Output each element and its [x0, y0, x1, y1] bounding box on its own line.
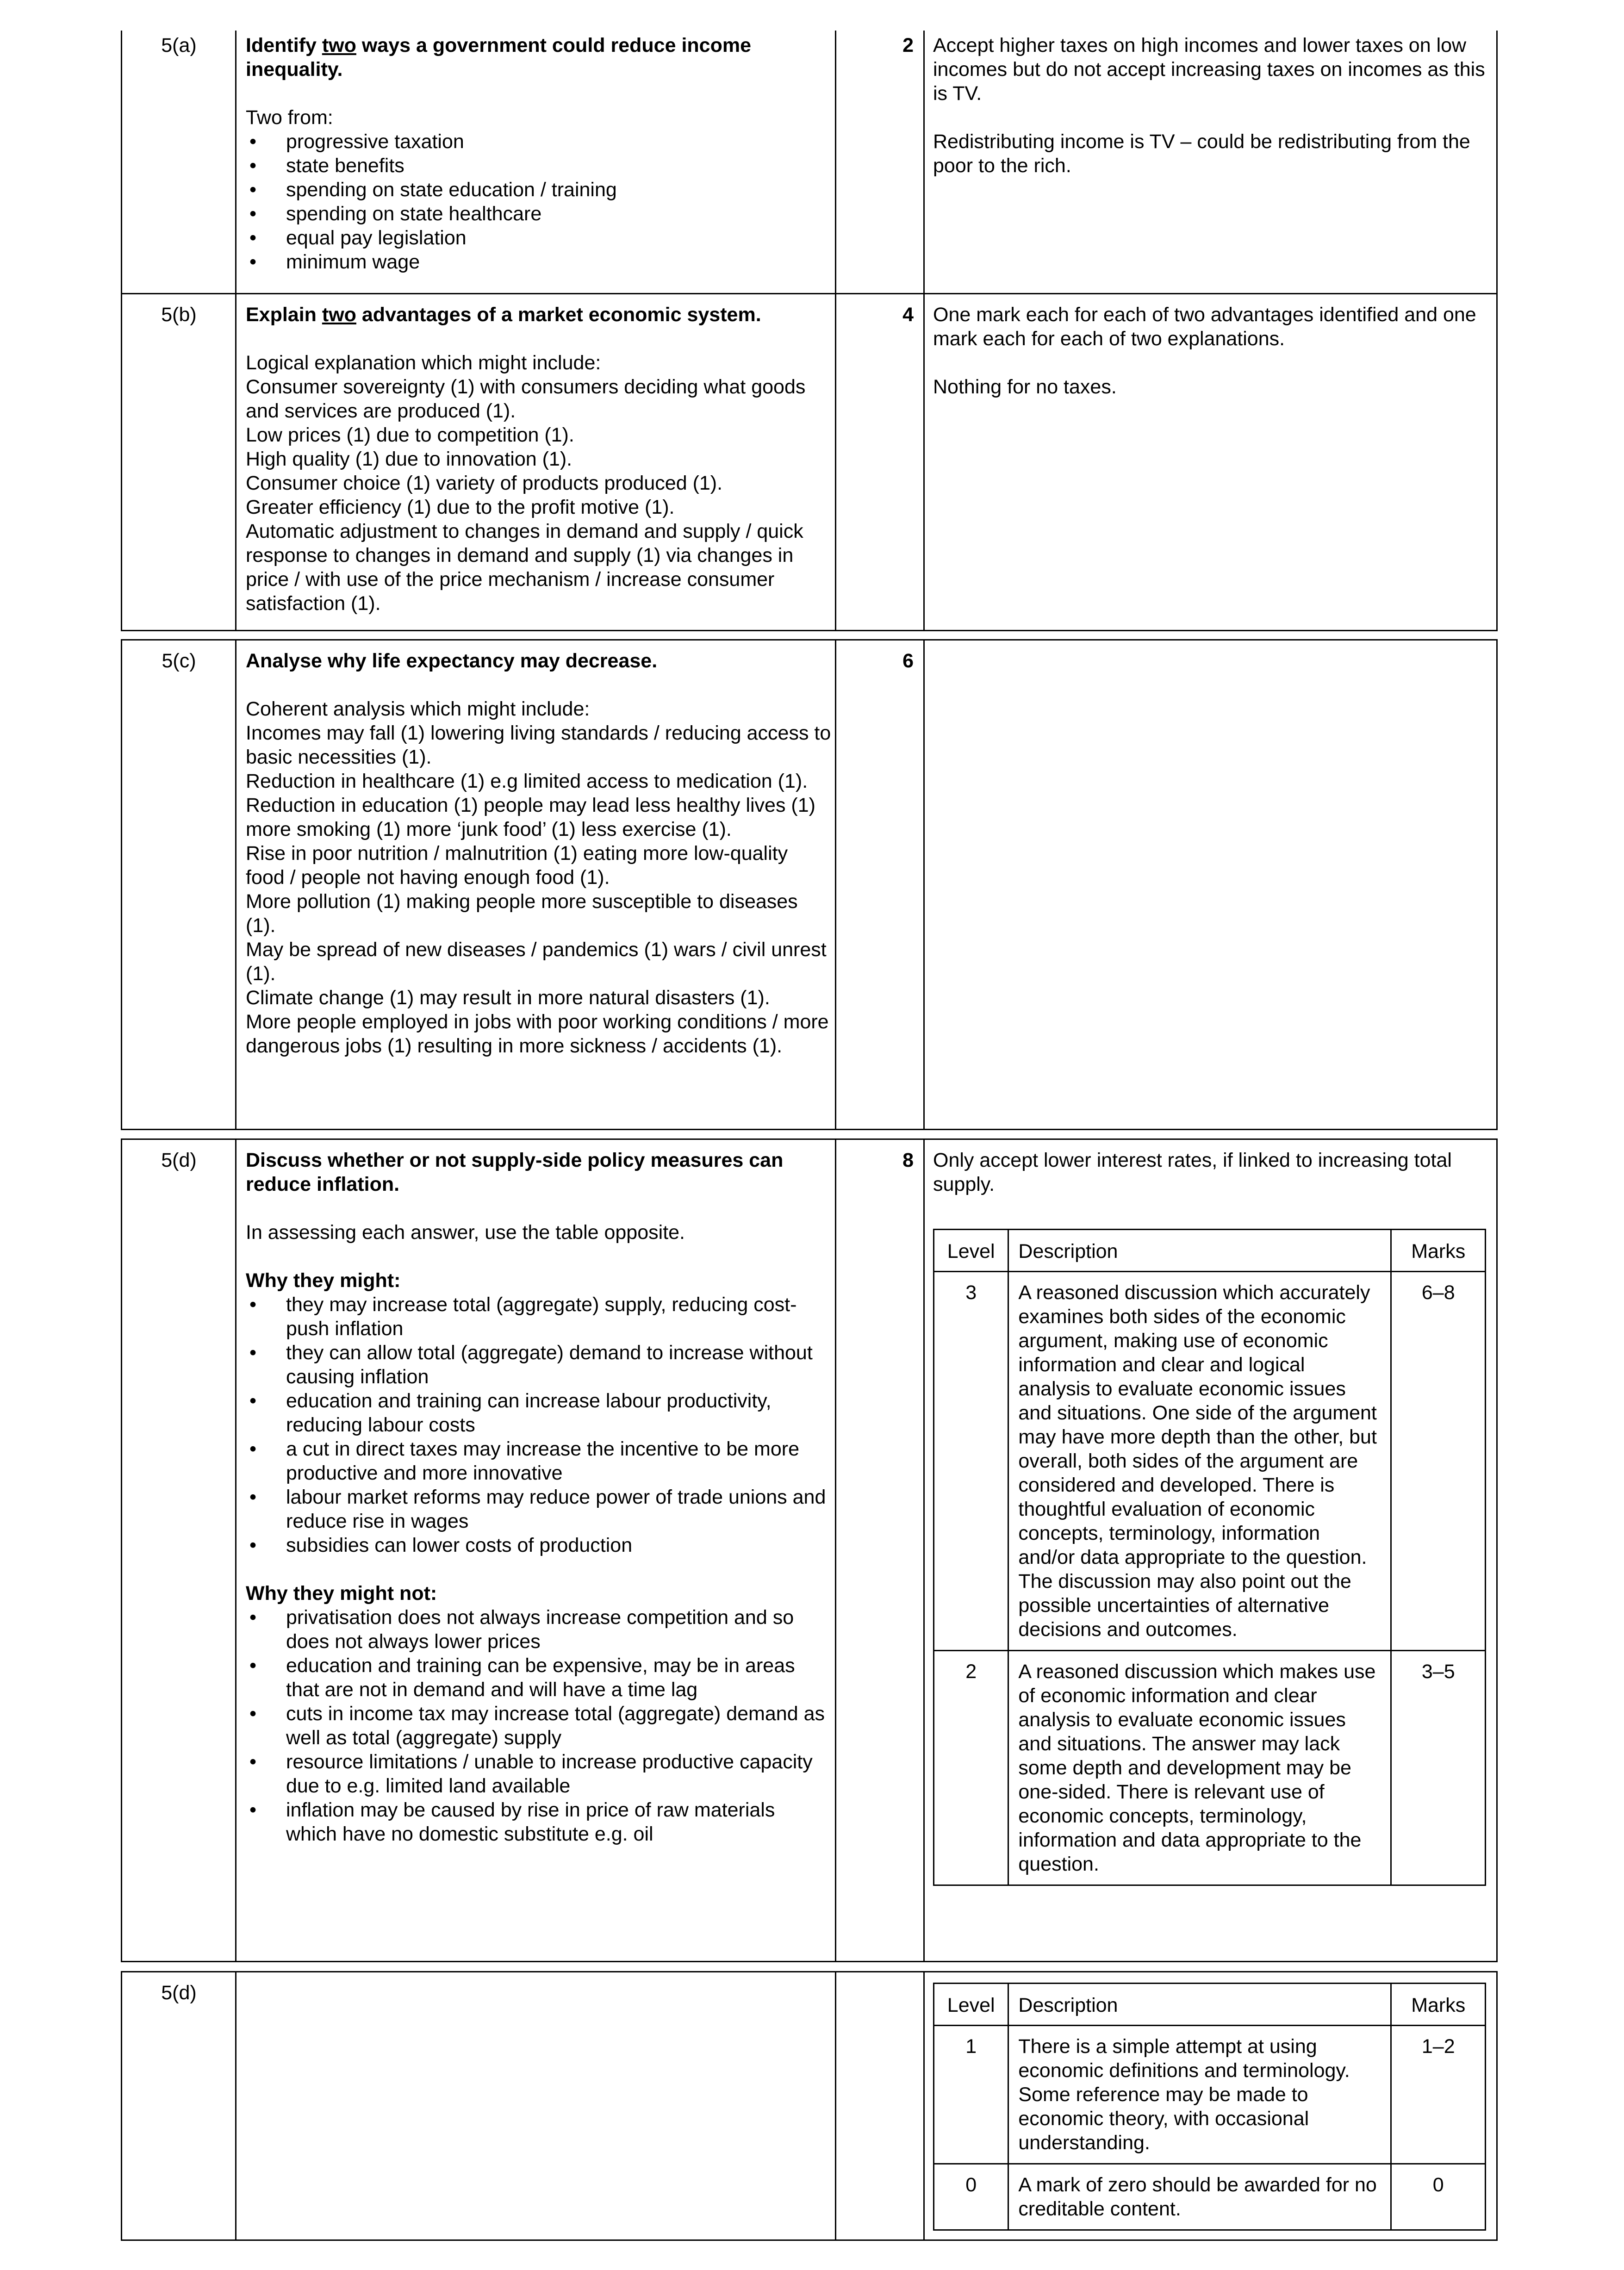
guidance-cell	[933, 1983, 1491, 2231]
col-divider	[923, 31, 925, 293]
list-item: • subsidies can lower costs of production	[246, 1533, 831, 1557]
list-item: • labour market reforms may reduce power of trade unions and reduce rise in wages	[246, 1485, 831, 1533]
section-heading: Why they might:	[246, 1269, 401, 1292]
column-header-level: Level	[934, 1230, 1008, 1272]
column-header-marks: Marks	[1391, 1230, 1486, 1272]
list-item: • spending on state healthcare	[246, 202, 831, 226]
question-text: Analyse why life expectancy may decrease.	[246, 650, 658, 672]
answer-line: May be spread of new diseases / pandemics (1) wars / civil unrest (1).	[246, 939, 827, 985]
list-item: • privatisation does not always increase competition and so does not always lower prices	[246, 1605, 831, 1654]
level-cell: 1	[934, 2026, 1008, 2164]
table-row	[934, 2026, 1486, 2164]
answer-line: Reduction in healthcare (1) e.g limited access to medication (1).	[246, 770, 808, 792]
marks-value: 8	[902, 1149, 914, 1171]
list-item: • resource limitations / unable to increase productive capacity due to e.g. limited land available	[246, 1750, 831, 1798]
table-row	[934, 2164, 1486, 2230]
answer-bullet-list	[246, 130, 831, 274]
col-divider	[835, 294, 836, 630]
col-divider	[923, 641, 925, 1129]
answer-line: High quality (1) due to innovation (1).	[246, 448, 572, 470]
marks-cell: 1–2	[1391, 2026, 1486, 2164]
col-divider	[235, 641, 236, 1129]
answer-line: Incomes may fall (1) lowering living standards / reducing access to basic necessities (1).	[246, 722, 831, 768]
description-cell: A reasoned discussion which makes use of economic information and clear analysis to evaluate economic issues and situations. The answer may lack some depth and development may be one-sided. There is relevant use of economic concepts, terminology, information and data appropriate to the question.	[1008, 1651, 1391, 1885]
marks-value: 2	[902, 34, 914, 56]
list-item: • cuts in income tax may increase total (aggregate) demand as well as total (aggregate) supply	[246, 1702, 831, 1750]
col-divider	[923, 294, 925, 630]
column-header-level: Level	[934, 1984, 1008, 2026]
guidance-text: Accept higher taxes on high incomes and lower taxes on low incomes but do not accept increasing taxes on incomes as this is TV.	[933, 34, 1485, 105]
guidance-text: Only accept lower interest rates, if linked to increasing total supply.	[933, 1149, 1452, 1195]
marks-value: 4	[902, 304, 914, 326]
mark-scheme-sheet	[121, 31, 1498, 2241]
row-5b	[121, 294, 1498, 631]
row-5a	[121, 31, 1498, 294]
column-header-description: Description	[1008, 1984, 1391, 2026]
level-descriptor-table	[933, 1229, 1486, 1886]
column-header-description: Description	[1008, 1230, 1391, 1272]
table-row	[934, 1272, 1486, 1651]
col-divider	[235, 294, 236, 630]
list-item: • a cut in direct taxes may increase the incentive to be more productive and more innovative	[246, 1437, 831, 1485]
question-number: 5(d)	[161, 1982, 197, 2004]
question-number: 5(b)	[161, 304, 197, 326]
question-number: 5(c)	[162, 650, 196, 672]
answer-line: Consumer choice (1) variety of products produced (1).	[246, 472, 723, 494]
description-cell: A mark of zero should be awarded for no creditable content.	[1008, 2164, 1391, 2230]
description-cell: A reasoned discussion which accurately examines both sides of the economic argument, making use of economic information and clear and logical analysis to evaluate economic issues and situations. One side of the argument may have more depth than the other, but overall, both sides of the argument are considered and developed. There is thoughtful evaluation of economic concepts, terminology, information and/or data appropriate to the question. The discussion may also point out the possible uncertainties of alternative decisions and outcomes.	[1008, 1272, 1391, 1651]
row-5d	[121, 1138, 1498, 1962]
guidance-text: One mark each for each of two advantages identified and one mark each for each of two explanations.	[933, 304, 1476, 350]
answer-line: Automatic adjustment to changes in demand and supply / quick response to changes in demand and supply (1) via changes in price / with use of the price mechanism / increase consumer satisfaction (1).	[246, 520, 803, 615]
list-item: • education and training can be expensive, may be in areas that are not in demand and will have a time lag	[246, 1654, 831, 1702]
question-cell	[246, 649, 831, 1058]
col-divider	[235, 1972, 236, 2239]
question-cell	[246, 33, 831, 274]
question-number: 5(a)	[161, 34, 197, 56]
answer-line: Low prices (1) due to competition (1).	[246, 424, 574, 446]
marks-value: 6	[902, 650, 914, 672]
col-divider	[835, 641, 836, 1129]
list-item: • progressive taxation	[246, 130, 831, 154]
question-text: Explain two advantages of a market economic system.	[246, 304, 761, 326]
guidance-cell	[933, 303, 1491, 399]
answer-bullet-list	[246, 1605, 831, 1846]
col-divider	[835, 1140, 836, 1961]
col-divider	[835, 31, 836, 293]
list-item: • they may increase total (aggregate) supply, reducing cost-push inflation	[246, 1293, 831, 1341]
list-item: • education and training can increase labour productivity, reducing labour costs	[246, 1389, 831, 1437]
list-item: • minimum wage	[246, 250, 831, 274]
answer-line: More pollution (1) making people more susceptible to diseases (1).	[246, 890, 798, 937]
col-divider	[923, 1140, 925, 1961]
answer-line: Rise in poor nutrition / malnutrition (1) eating more low-quality food / people not having enough food (1).	[246, 842, 788, 889]
table-header-row	[934, 1984, 1486, 2026]
guidance-text: Redistributing income is TV – could be redistributing from the poor to the rich.	[933, 131, 1470, 177]
list-item: • equal pay legislation	[246, 226, 831, 250]
answer-intro: Coherent analysis which might include:	[246, 698, 590, 720]
level-descriptor-table	[933, 1983, 1486, 2231]
answer-bullet-list	[246, 1293, 831, 1557]
row-5d-continued	[121, 1971, 1498, 2241]
row-5c	[121, 639, 1498, 1130]
col-divider	[235, 31, 236, 293]
guidance-cell	[933, 1148, 1491, 1886]
answer-line: Greater efficiency (1) due to the profit motive (1).	[246, 496, 675, 518]
col-divider	[235, 1140, 236, 1961]
list-item: • spending on state education / training	[246, 178, 831, 202]
col-divider	[835, 1972, 836, 2239]
question-cell	[246, 1148, 831, 1846]
marks-cell: 6–8	[1391, 1272, 1486, 1651]
answer-intro: Two from:	[246, 106, 333, 129]
section-heading: Why they might not:	[246, 1582, 437, 1605]
level-cell: 2	[934, 1651, 1008, 1885]
level-cell: 3	[934, 1272, 1008, 1651]
question-number: 5(d)	[161, 1149, 197, 1171]
question-cell	[246, 303, 831, 616]
table-row	[934, 1651, 1486, 1885]
guidance-text: Nothing for no taxes.	[933, 376, 1117, 398]
guidance-cell	[933, 33, 1491, 178]
table-header-row	[934, 1230, 1486, 1272]
col-divider	[923, 1972, 925, 2239]
answer-line: Climate change (1) may result in more natural disasters (1).	[246, 987, 770, 1009]
marks-cell: 0	[1391, 2164, 1486, 2230]
answer-line: Reduction in education (1) people may lead less healthy lives (1) more smoking (1) more ‘junk food’ (1) less exercise (1).	[246, 794, 815, 840]
question-text: Identify two ways a government could reduce income inequality.	[246, 34, 751, 81]
question-text: Discuss whether or not supply-side policy measures can reduce inflation.	[246, 1149, 784, 1195]
answer-intro: Logical explanation which might include:	[246, 352, 601, 374]
marks-cell: 3–5	[1391, 1651, 1486, 1885]
answer-line: Consumer sovereignty (1) with consumers deciding what goods and services are produced (1).	[246, 376, 806, 422]
answer-intro: In assessing each answer, use the table opposite.	[246, 1221, 685, 1244]
list-item: • inflation may be caused by rise in price of raw materials which have no domestic substitute e.g. oil	[246, 1798, 831, 1846]
column-header-marks: Marks	[1391, 1984, 1486, 2026]
level-cell: 0	[934, 2164, 1008, 2230]
answer-line: More people employed in jobs with poor working conditions / more dangerous jobs (1) resulting in more sickness / accidents (1).	[246, 1011, 829, 1057]
list-item: • they can allow total (aggregate) demand to increase without causing inflation	[246, 1341, 831, 1389]
description-cell: There is a simple attempt at using economic definitions and terminology. Some reference may be made to economic theory, with occasional understanding.	[1008, 2026, 1391, 2164]
list-item: • state benefits	[246, 154, 831, 178]
